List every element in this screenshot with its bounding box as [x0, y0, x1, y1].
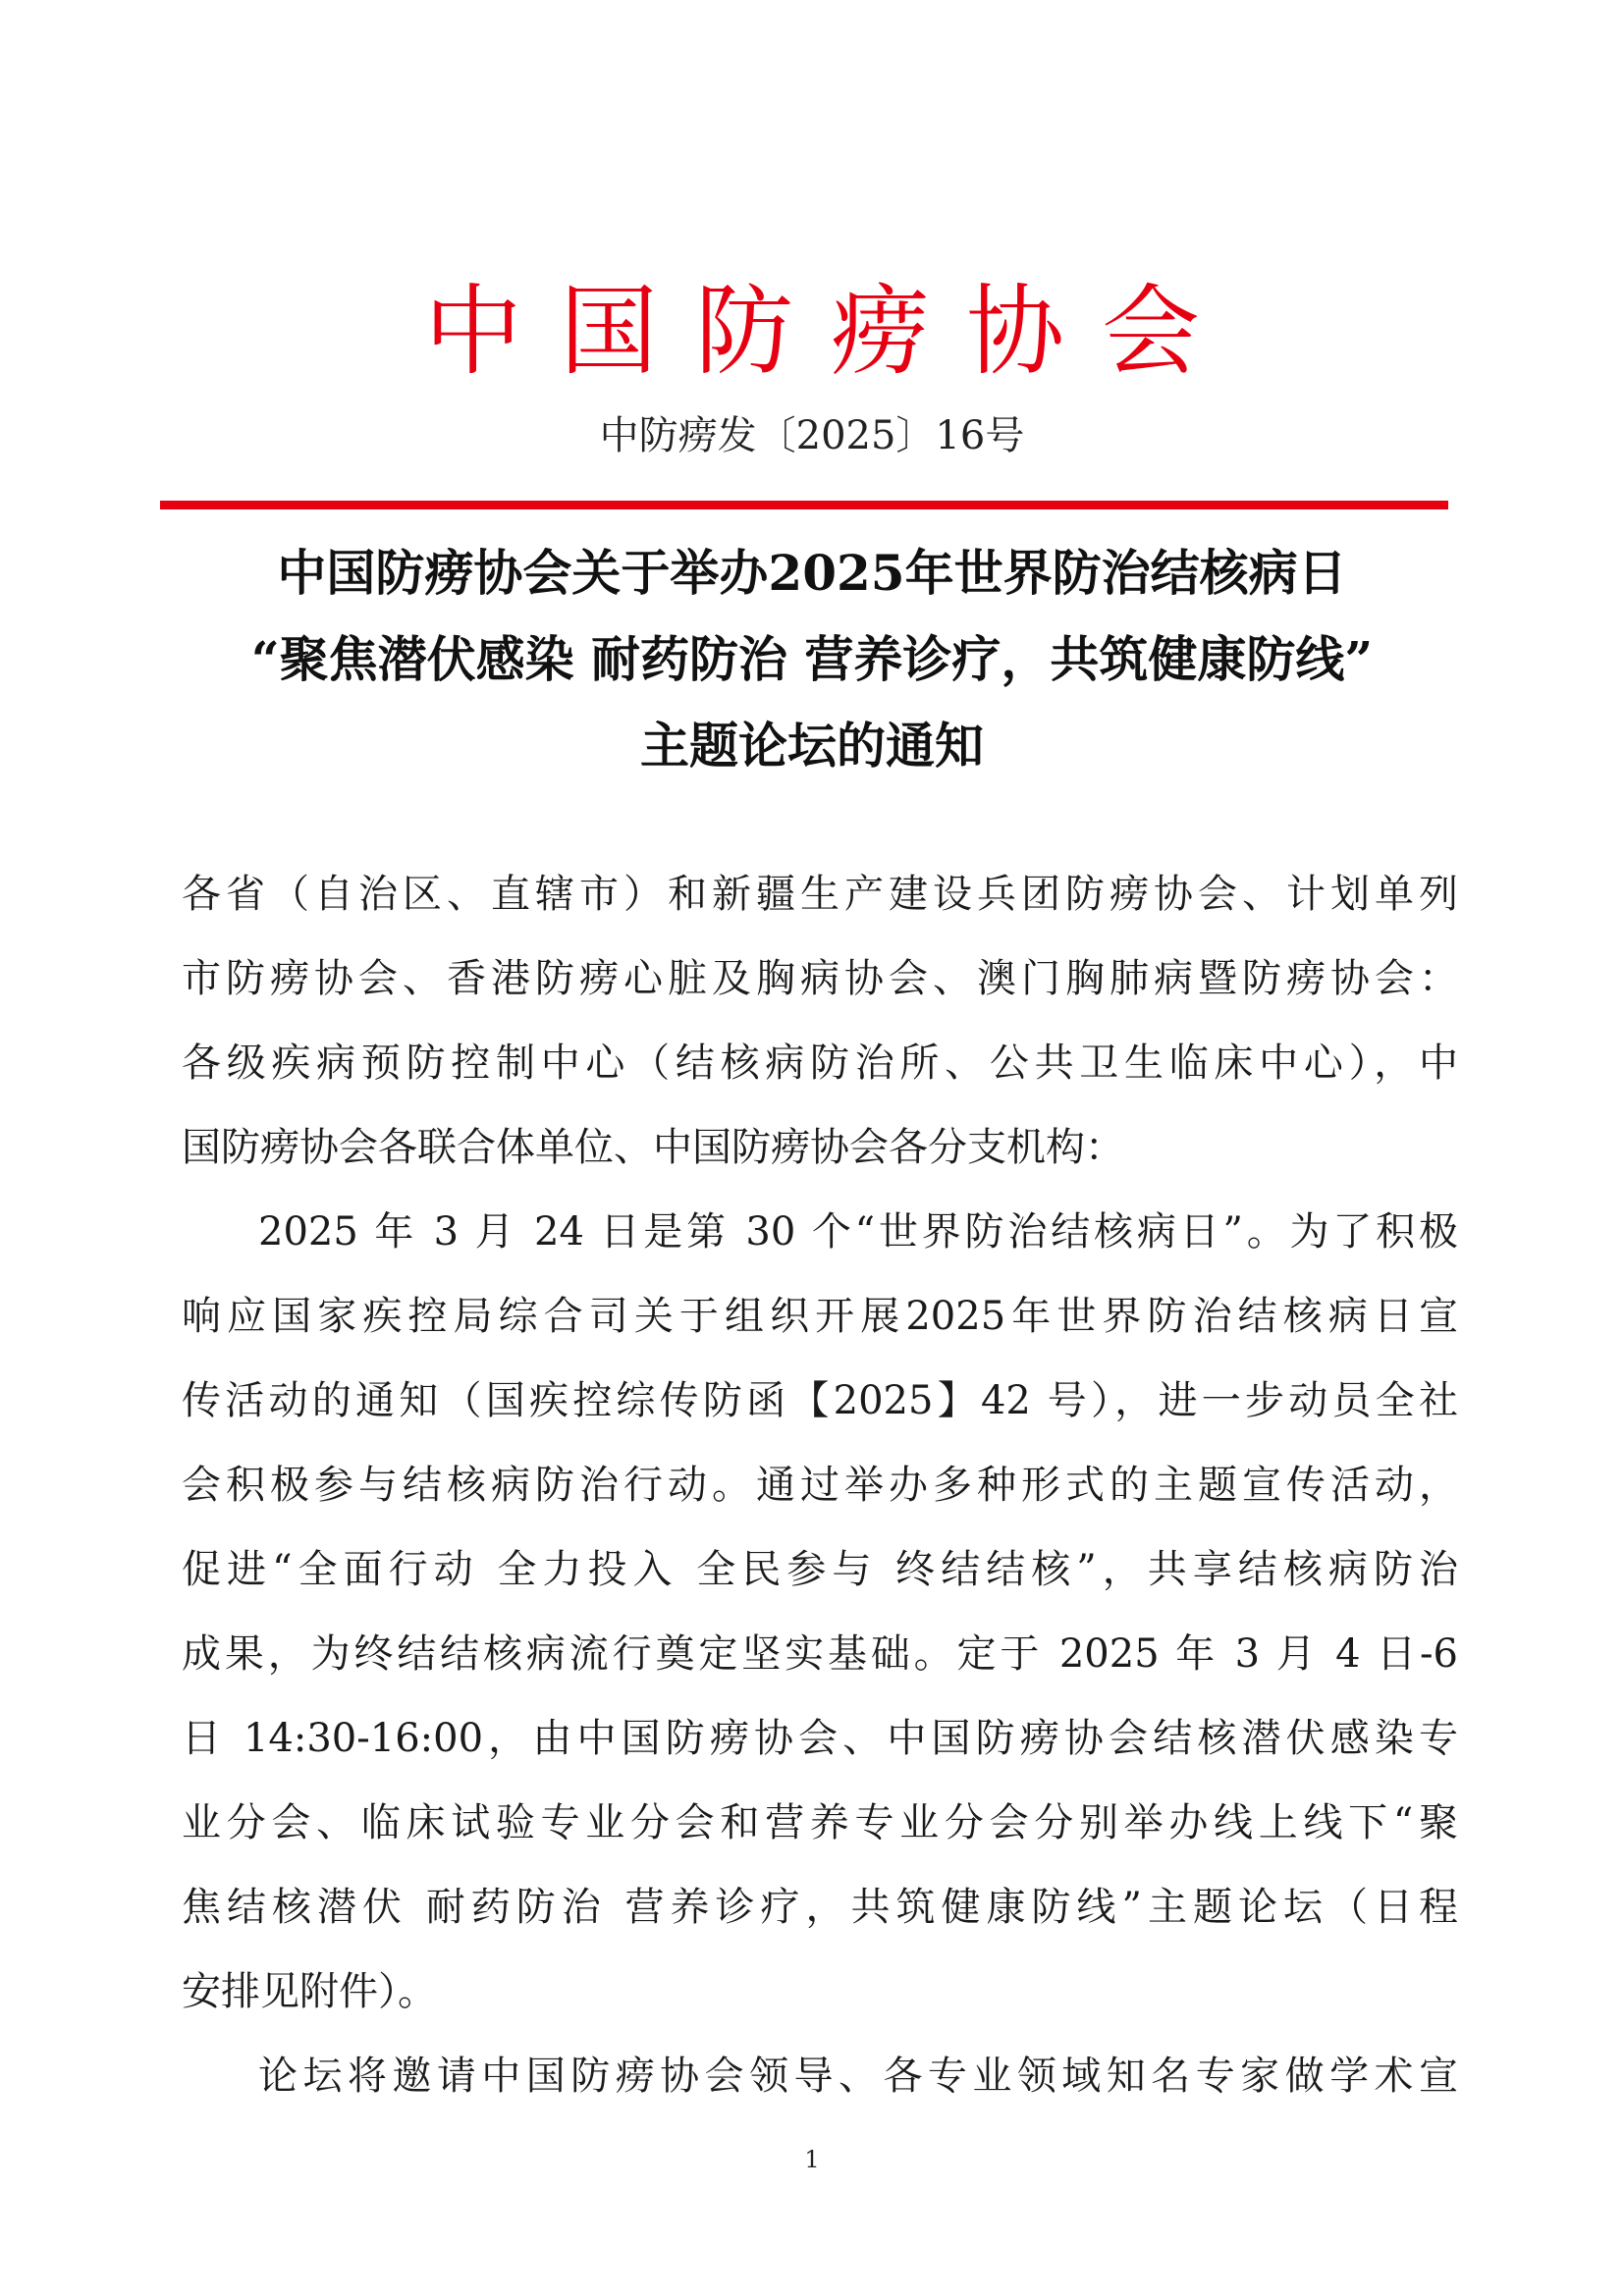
notice-title-line-1: 中国防痨协会关于举办2025年世界防治结核病日: [277, 544, 1347, 602]
paragraph-line: 促进“全面行动 全力投入 全民参与 终结结核”，共享结核病防治: [182, 1547, 1458, 1592]
addressee-line: 国防痨协会各联合体单位、中国防痨协会各分支机构：: [182, 1125, 1124, 1170]
paragraph-2: [182, 2034, 1458, 2118]
paragraph-line: 传活动的通知（国疾控综传防函【2025】42 号），进一步动员全社: [182, 1378, 1458, 1423]
paragraph-line: 论坛将邀请中国防痨协会领导、各专业领域知名专家做学术宣: [258, 2054, 1458, 2099]
page-number: 1: [804, 2146, 820, 2173]
notice-title-line-3: 主题论坛的通知: [640, 717, 984, 774]
paragraph-line: 焦结核潜伏 耐药防治 营养诊疗，共筑健康防线”主题论坛（日程: [182, 1885, 1458, 1930]
document-number: 中防痨发〔2025〕16号: [599, 413, 1025, 458]
paragraph-1: [182, 1190, 1458, 2034]
red-divider-rule: [160, 501, 1448, 509]
paragraph-line: 成果，为终结结核病流行奠定坚实基础。定于 2025 年 3 月 4 日-6: [182, 1631, 1458, 1677]
paragraph-line: 安排见附件）。: [182, 1969, 437, 2014]
addressee-line: 市防痨协会、香港防痨心脏及胸病协会、澳门胸肺病暨防痨协会：: [182, 956, 1458, 1001]
paragraph-line: 2025 年 3 月 24 日是第 30 个“世界防治结核病日”。为了积极: [258, 1209, 1458, 1255]
paragraph-line: 会积极参与结核病防治行动。通过举办多种形式的主题宣传活动，: [182, 1463, 1458, 1508]
addressee-line: 各省（自治区、直辖市）和新疆生产建设兵团防痨协会、计划单列: [182, 872, 1458, 917]
paragraph-line: 响应国家疾控局综合司关于组织开展2025年世界防治结核病日宣: [182, 1294, 1458, 1339]
notice-title: [147, 530, 1477, 789]
body-text: [182, 852, 1458, 2118]
addressee-line: 各级疾病预防控制中心（结核病防治所、公共卫生临床中心），中: [182, 1041, 1458, 1086]
addressee-block: [182, 852, 1458, 1190]
paragraph-line: 业分会、临床试验专业分会和营养专业分会分别举办线上线下“聚: [182, 1800, 1458, 1845]
notice-title-line-2: “聚焦潜伏感染 耐药防治 营养诊疗，共筑健康防线”: [250, 630, 1374, 688]
org-title: 中国防痨协会: [424, 274, 1237, 389]
paragraph-line: 日 14:30-16:00，由中国防痨协会、中国防痨协会结核潜伏感染专: [182, 1716, 1458, 1761]
